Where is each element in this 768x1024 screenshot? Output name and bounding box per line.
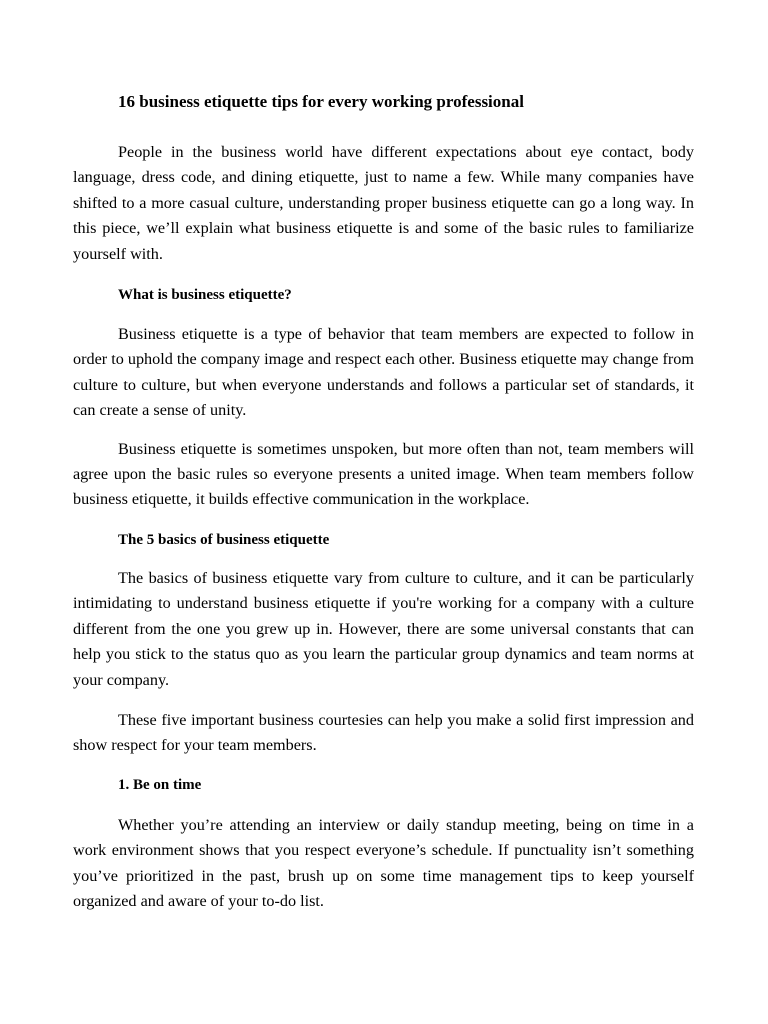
intro-paragraph: People in the business world have different expectations about eye contact, body language, dress code, and dining etiquette, just to name a few. While many companies have shifted to a more casual culture, understanding proper business etiquette can go a long way. In this piece, we’ll explain what business etiquette is and some of the basic rules to familiarize yourself with. <box>73 143 694 263</box>
paragraph-courtesies: These five important business courtesies can help you make a solid first impression and show respect for your team members. <box>73 710 694 755</box>
document-page <box>73 91 694 927</box>
section-heading-be-on-time: 1. Be on time <box>118 776 202 793</box>
paragraph-be-on-time: Whether you’re attending an interview or daily standup meeting, being on time in a work environment shows that you respect everyone’s schedule. If punctuality isn’t something you’ve prioritized in the past, brush up on some time management tips to keep yourself organized and aware of your to-do list. <box>73 815 694 910</box>
paragraph-definition: Business etiquette is a type of behavior that team members are expected to follow in order to uphold the company image and respect each other. Business etiquette may change from culture to culture, but when everyone understands and follows a particular set of standards, it can create a sense of unity. <box>73 325 694 420</box>
paragraph-basics-vary: The basics of business etiquette vary from culture to culture, and it can be particularly intimidating to understand business etiquette if you're working for a company with a culture different from the one you grew up in. However, there are some universal constants that can help you stick to the status quo as you learn the particular group dynamics and team norms at your company. <box>73 568 694 689</box>
section-heading-what-is: What is business etiquette? <box>118 287 292 304</box>
document-title: 16 business etiquette tips for every working professional <box>118 92 524 111</box>
section-heading-basics: The 5 basics of business etiquette <box>118 531 330 548</box>
paragraph-unspoken: Business etiquette is sometimes unspoken, but more often than not, team members will agree upon the basic rules so everyone presents a united image. When team members follow business etiquette, it builds effective communication in the workplace. <box>73 439 694 509</box>
